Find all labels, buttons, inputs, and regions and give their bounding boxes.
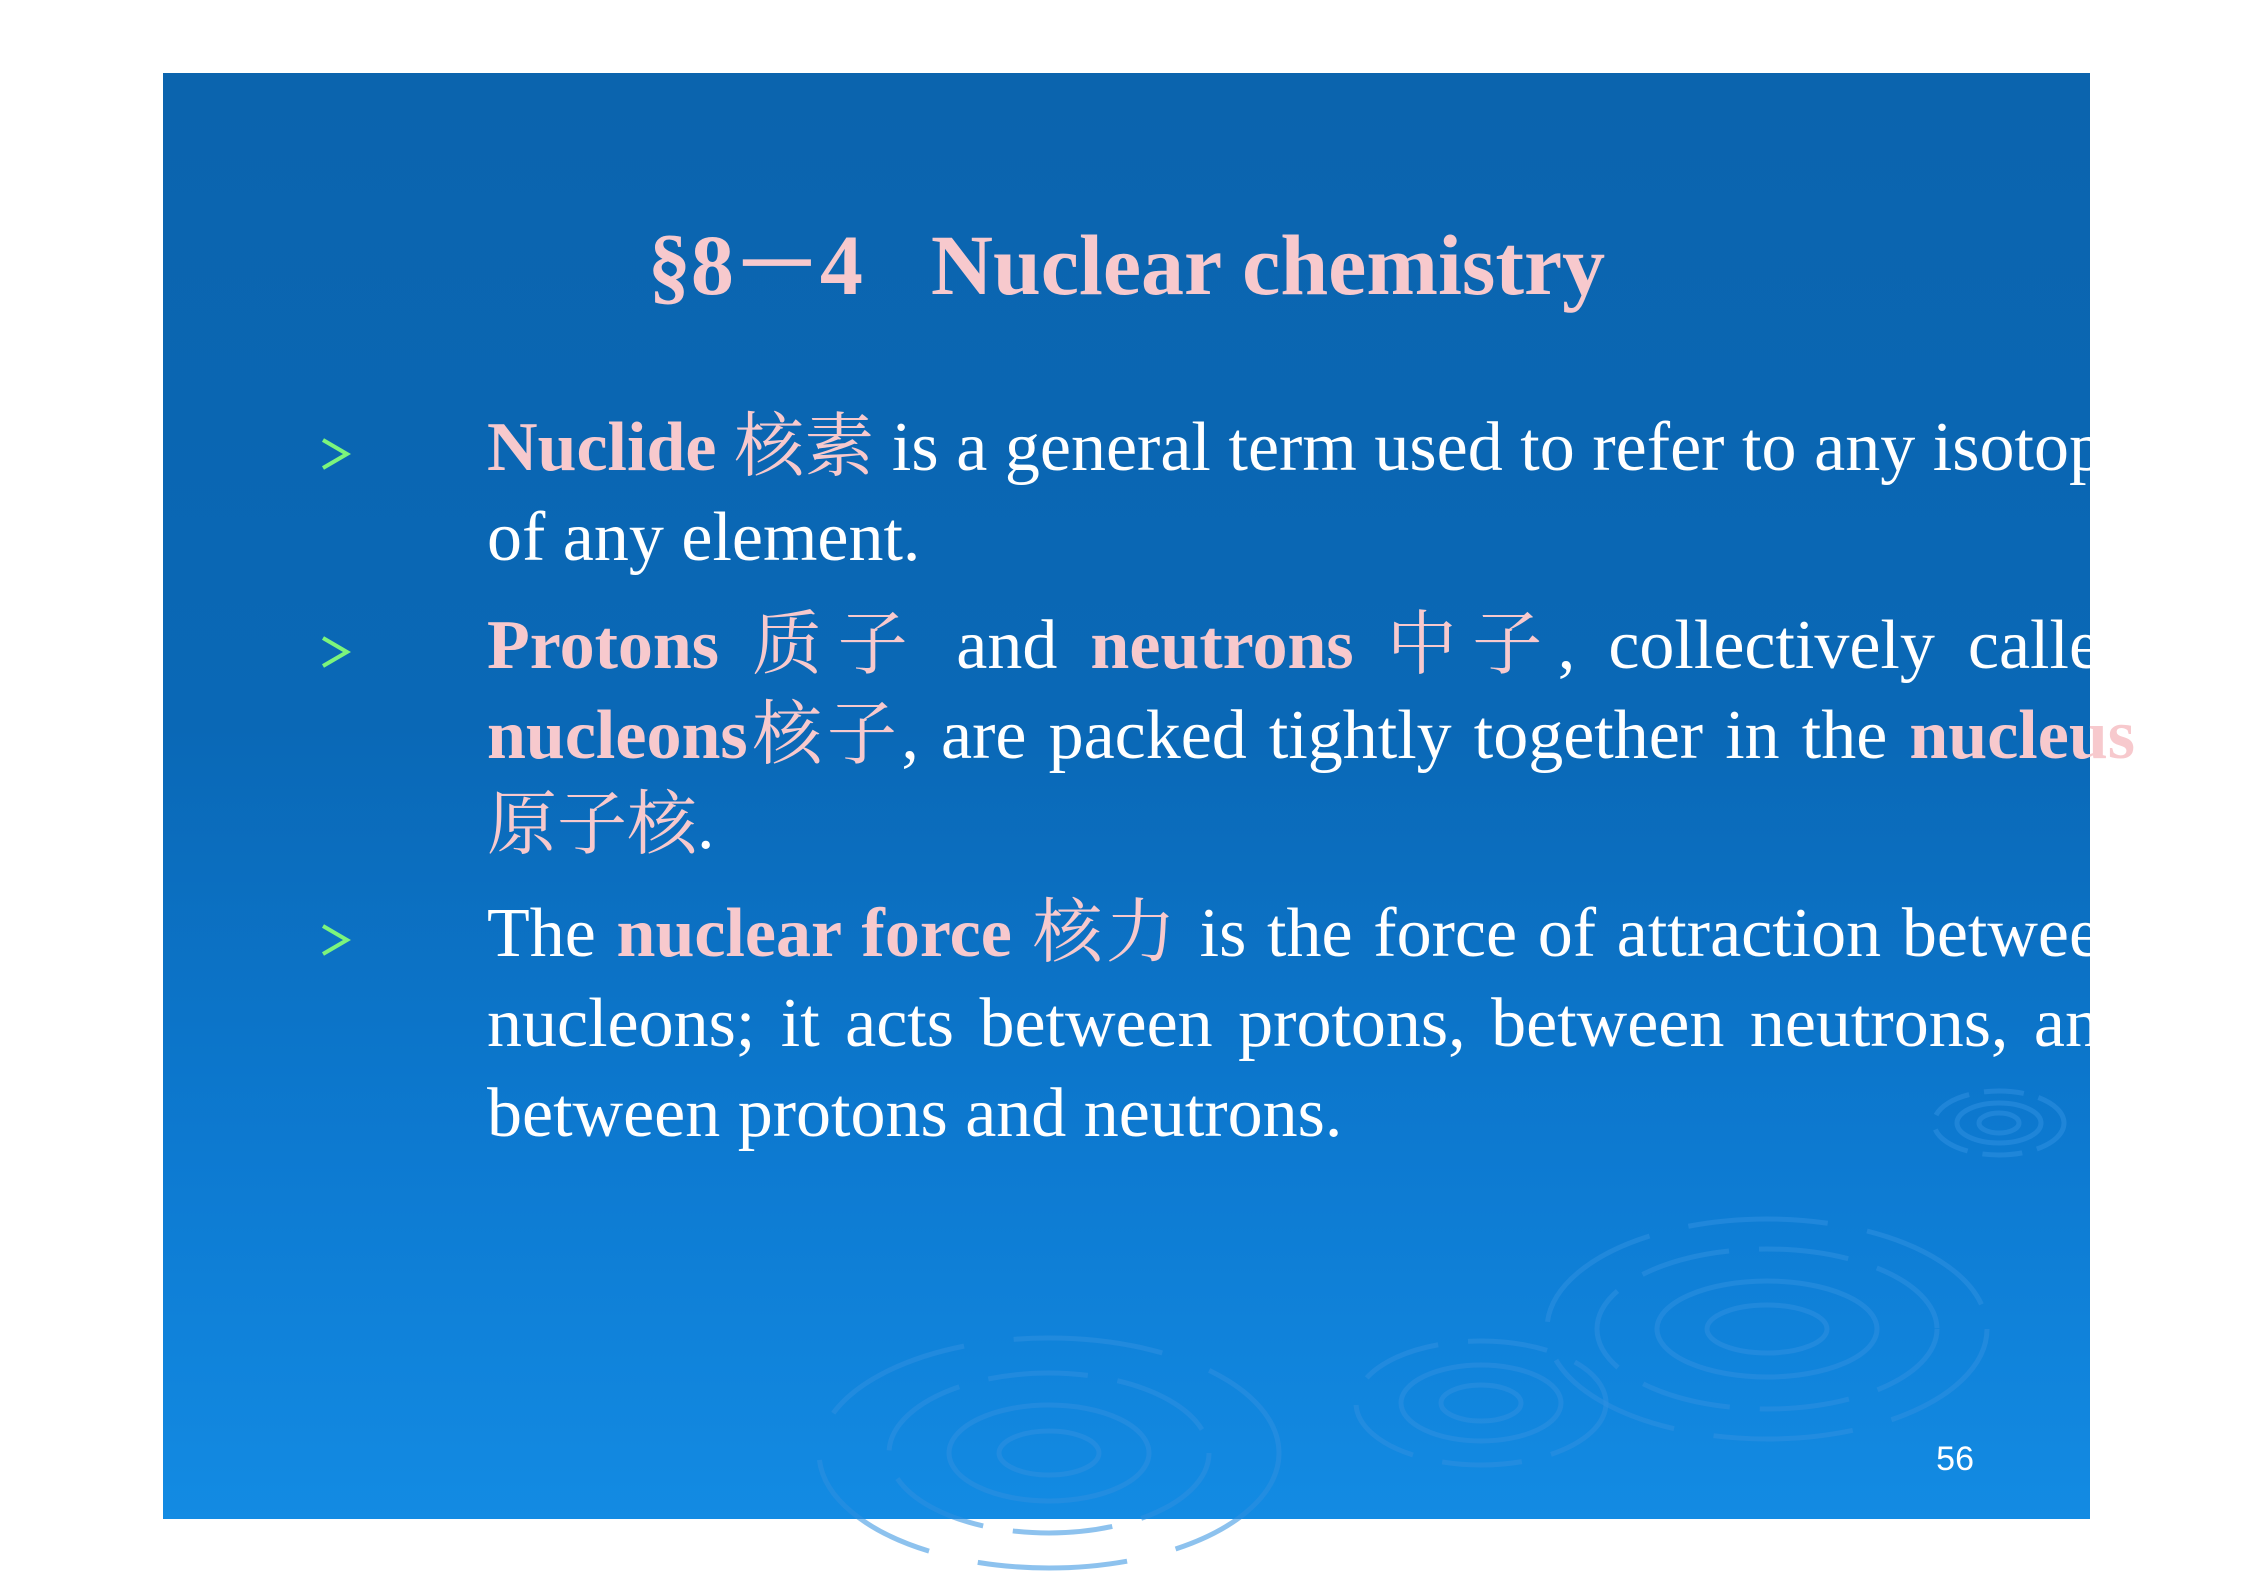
text-period: .	[697, 787, 715, 864]
arrow-bullet-icon	[315, 434, 355, 474]
section-number: §8－4	[647, 217, 863, 313]
slide-title	[163, 215, 2090, 315]
slide	[163, 73, 2136, 1519]
term-neutrons: neutrons	[1090, 607, 1354, 684]
bullet-item	[325, 889, 2135, 1159]
term-nuclear-force: nuclear force	[616, 895, 1012, 972]
term-nuclide-zh: 核素	[734, 409, 875, 486]
page-number: 56	[1936, 1440, 1974, 1478]
term-nucleons-zh: 核子	[747, 697, 902, 774]
text-and: and	[923, 607, 1091, 684]
bullet-item	[325, 601, 2135, 871]
bullet-text	[487, 601, 2135, 871]
bullet-text	[487, 889, 2135, 1159]
bullet-text	[487, 403, 2135, 583]
term-nuclear-force-zh: 核力	[1032, 895, 1179, 972]
bullet-body: is the force of attraction between nucleons; it acts between protons, between neutrons, and between protons and neutrons.	[487, 895, 2136, 1152]
bullet-item	[325, 403, 2135, 583]
arrow-bullet-icon	[315, 920, 355, 960]
text-packed: , are packed tightly together in the	[901, 697, 1910, 774]
term-protons-zh: 质子	[752, 607, 924, 684]
term-nucleons: nucleons	[487, 697, 748, 774]
text-the: The	[487, 895, 617, 972]
text-collectively: , collectively called	[1557, 607, 2136, 684]
term-protons: Protons	[487, 607, 720, 684]
term-nuclide: Nuclide	[487, 409, 717, 486]
arrow-bullet-icon	[315, 632, 355, 672]
term-nucleus: nucleus	[1909, 697, 2135, 774]
title-text: Nuclear chemistry	[930, 217, 1606, 313]
term-nucleus-zh: 原子核	[487, 787, 697, 864]
bullet-body: is a general term used to refer to any isotope of any element.	[487, 409, 2136, 576]
term-neutrons-zh: 中子	[1386, 607, 1558, 684]
